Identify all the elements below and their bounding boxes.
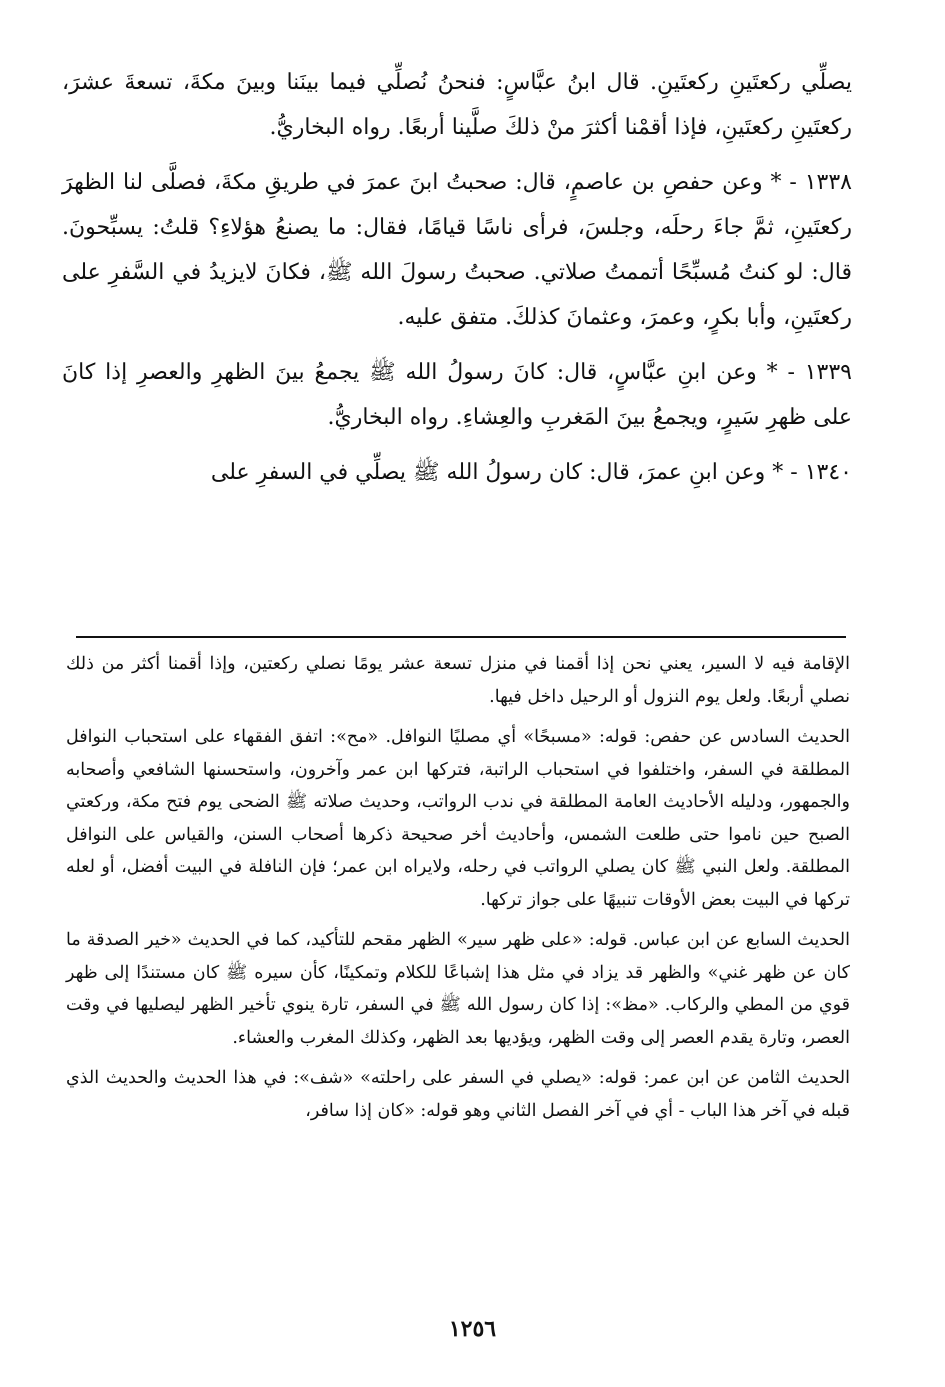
note-hadith-6: الحديث السادس عن حفص: قوله: «مسبحًا» أي مصليًا النوافل. «مح»: اتفق الفقهاء على استحباب النوافل المطلقة في السفر، واختلفوا في استحباب الراتبة، فتركها ابن عمر وآخرون، واستحسنها الشافعي وأصحابه والجمهور، ودليله الأحاديث العامة المطلقة في ندب الرواتب، وحديث صلاته ﷺ الضحى يوم فتح مكة، وركعتي الصبح حين ناموا حتى طلعت الشمس، وأحاديث أخر صحيحة ذكرها أصحاب السنن، والقياس على النوافل المطلقة. ولعل النبي ﷺ كان يصلي الرواتب في رحله، ولايراه ابن عمر؛ فإن النافلة في البيت أفضل، أو لعله تركها في البيت بعض الأوقات تنبيهًا على جواز تركها.	[66, 727, 850, 910]
main-paragraph-1: يصلِّي ركعتَينِ ركعتَينِ. قال ابنُ عبَّاسٍ: فنحنُ نُصلِّي فيما بينَنا وبينَ مكةَ، تسعةَ عشرَ، ركعتَينِ ركعتَينِ، فإذا أقمْنا أكثرَ منْ ذلكَ صلَّينا أربعًا. رواه البخاريُّ.	[62, 70, 852, 140]
commentary-notes	[66, 648, 850, 1135]
hadith-1338: ١٣٣٨ - * وعن حفصِ بن عاصمٍ، قال: صحبتُ ابنَ عمرَ في طريقِ مكةَ، فصلَّى لنا الظهرَ ركعتَينِ، ثمَّ جاءَ رحلَه، وجلسَ، فرأى ناسًا قيامًا، فقال: ما يصنعُ هؤلاءِ؟ قلتُ: يسبِّحونَ. قال: لو كنتُ مُسبِّحًا أتممتُ صلاتي. صحبتُ رسولَ الله ﷺ، فكانَ لايزيدُ في السَّفرِ على ركعتَينِ، وأبا بكرٍ، وعمرَ، وعثمانَ كذلكَ. متفق عليه.	[62, 170, 852, 330]
note-paragraph-1: الإقامة فيه لا السير، يعني نحن إذا أقمنا في منزل تسعة عشر يومًا نصلي ركعتين، وإذا أقمنا أكثر من ذلك نصلي أربعًا. ولعل يوم النزول أو الرحيل داخل فيها.	[66, 654, 850, 707]
main-text	[62, 60, 852, 505]
footnote-divider	[76, 636, 846, 638]
page-number: ١٢٥٦	[448, 1316, 497, 1342]
note-hadith-8: الحديث الثامن عن ابن عمر: قوله: «يصلي في السفر على راحلته» «شف»: في هذا الحديث والحديث الذي قبله في آخر هذا الباب - أي في آخر الفصل الثاني وهو قوله: «كان إذا سافر،	[66, 1068, 850, 1121]
hadith-1339: ١٣٣٩ - * وعن ابنِ عبَّاسٍ، قال: كانَ رسولُ الله ﷺ يجمعُ بينَ الظهرِ والعصرِ إذا كانَ على ظهرِ سَيرٍ، ويجمعُ بينَ المَغربِ والعِشاءِ. رواه البخاريُّ.	[62, 360, 852, 430]
note-hadith-7: الحديث السابع عن ابن عباس. قوله: «على ظهر سير» الظهر مقحم للتأكيد، كما في الحديث «خير الصدقة ما كان عن ظهر غني» والظهر قد يزاد في مثل هذا إشباعًا للكلام وتمكينًا، كأن سيره ﷺ كان مستندًا إلى ظهر قوي من المطي والركاب. «مظ»: إذا كان رسول الله ﷺ في السفر، تارة ينوي تأخير الظهر ليصليها في وقت العصر، وتارة يقدم العصر إلى وقت الظهر، ويؤديها بعد الظهر، وكذلك المغرب والعشاء.	[66, 930, 850, 1048]
hadith-1340: ١٣٤٠ - * وعن ابنِ عمرَ، قال: كان رسولُ الله ﷺ يصلِّي في السفرِ على	[210, 460, 852, 485]
